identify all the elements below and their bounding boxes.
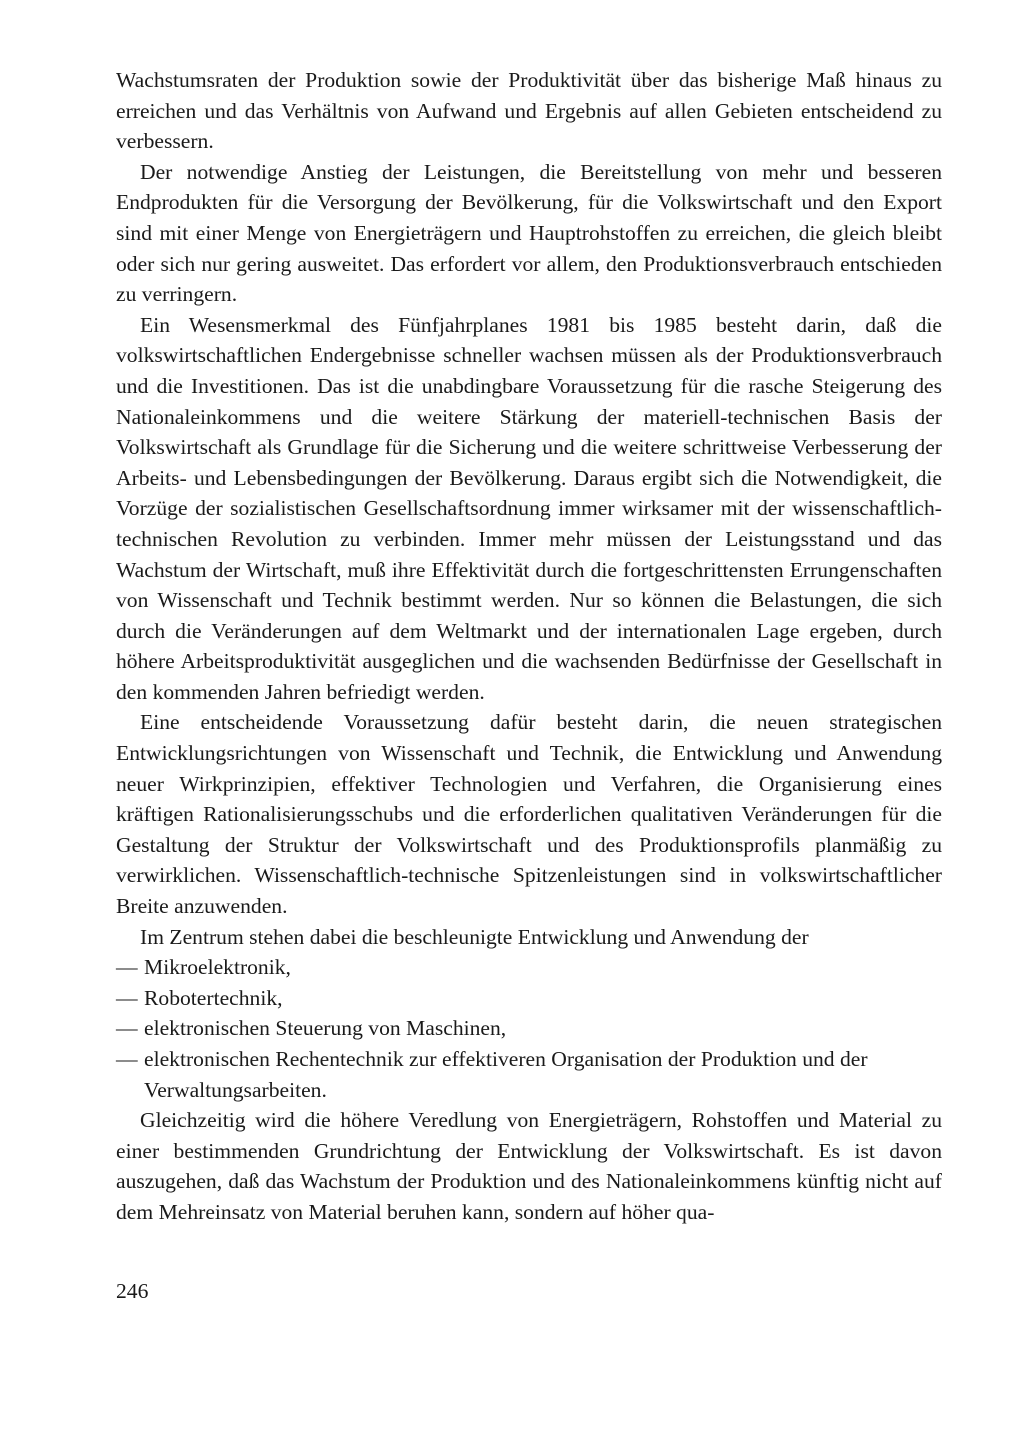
technology-list <box>116 952 942 1105</box>
list-item <box>116 1044 942 1105</box>
list-item-text: Robotertechnik, <box>144 985 283 1010</box>
paragraph-1: Wachstumsraten der Produktion sowie der Produktivität über das bisherige Maß hinaus zu erreichen und das Verhältnis von Aufwand und Ergebnis auf allen Gebieten entscheidend zu verbessern. <box>116 68 942 154</box>
list-item <box>116 952 942 983</box>
body-text <box>116 65 942 1228</box>
list-item <box>116 983 942 1014</box>
paragraph-3: Ein Wesensmerkmal des Fünfjahrplanes 1981 bis 1985 besteht darin, daß die volkswirtschaftlichen Endergebnisse schneller wachsen müssen als der Produktionsverbrauch und die Investitionen. Das ist die unabdingbare Voraussetzung für die rasche Steigerung des Nationaleinkommens und die weitere Stärkung der materiell-technischen Basis der Volkswirtschaft als Grundlage für die Sicherung und die weitere schrittweise Verbesserung der Arbeits- und Lebensbedingungen der Bevölkerung. Daraus ergibt sich die Notwendigkeit, die Vorzüge der sozialistischen Gesellschaftsordnung immer wirksamer mit der wissenschaftlich-technischen Revolution zu verbinden. Immer mehr müssen der Leistungsstand und das Wachstum der Wirtschaft, muß ihre Effektivität durch die fortgeschrittensten Errungenschaften von Wissenschaft und Technik bestimmt werden. Nur so können die Belastungen, die sich durch die Veränderungen auf dem Weltmarkt und der internationalen Lage ergeben, durch höhere Arbeitsproduktivität ausgeglichen und die wachsenden Bedürfnisse der Gesellschaft in den kommenden Jahren befriedigt werden. <box>116 312 942 704</box>
list-item <box>116 1013 942 1044</box>
dash-marker: — <box>116 955 138 980</box>
list-item-text: elektronischen Rechentechnik zur effektiveren Organisation der Produktion und der Verwaltungsarbeiten. <box>144 1047 868 1102</box>
paragraph-4: Eine entscheidende Voraussetzung dafür besteht darin, die neuen strategischen Entwicklungsrichtungen von Wissenschaft und Technik, die Entwicklung und Anwendung neuer Wirkprinzipien, effektiver Technologien und Verfahren, die Organisierung eines kräftigen Rationalisierungsschubs und die erforderlichen qualitativen Veränderungen für die Gestaltung der Struktur der Volkswirtschaft und des Produktionsprofils planmäßig zu verwirklichen. Wissenschaftlich-technische Spitzenleistungen sind in volkswirtschaftlicher Breite anzuwenden. <box>116 710 942 919</box>
closing-paragraph: Gleichzeitig wird die höhere Veredlung von Energieträgern, Rohstoffen und Material zu einer bestimmenden Grundrichtung der Entwicklung der Volkswirtschaft. Es ist davon auszugehen, daß das Wachstum der Produktion und des Nationaleinkommens künftig nicht auf dem Mehreinsatz von Material beruhen kann, sondern auf höher qua- <box>116 1108 942 1224</box>
paragraph-2: Der notwendige Anstieg der Leistungen, die Bereitstellung von mehr und besseren Endprodukten für die Versorgung der Bevölkerung, für die Volkswirtschaft und den Export sind mit einer Menge von Energieträgern und Hauptrohstoffen zu erreichen, die gleich bleibt oder sich nur gering ausweitet. Das erfordert vor allem, den Produktionsverbrauch entschieden zu verringern. <box>116 159 942 307</box>
dash-marker: — <box>116 985 138 1010</box>
dash-marker: — <box>116 1016 138 1041</box>
paragraph-5: Im Zentrum stehen dabei die beschleunigte Entwicklung und Anwendung der <box>140 924 809 949</box>
page-number: 246 <box>116 1279 149 1303</box>
dash-marker: — <box>116 1047 138 1071</box>
list-item-text: elektronischen Steuerung von Maschinen, <box>144 1016 507 1041</box>
list-item-text: Mikroelektronik, <box>144 955 291 980</box>
